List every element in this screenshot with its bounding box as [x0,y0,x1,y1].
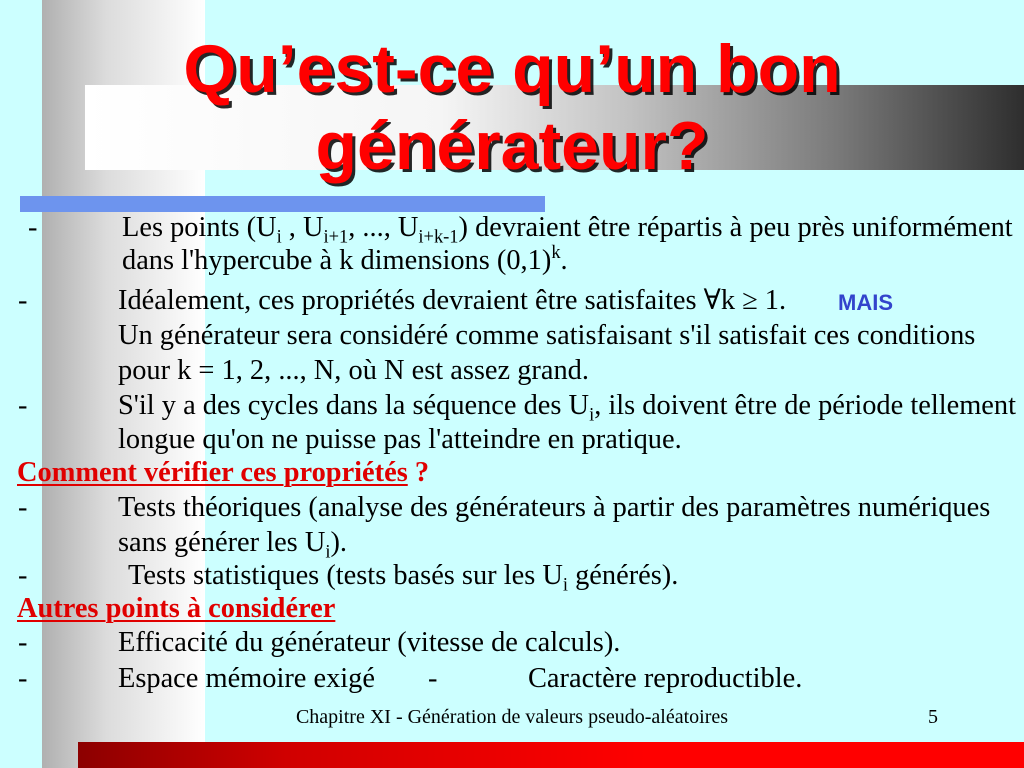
verify-heading [17,456,429,490]
subscript: i+k-1 [418,226,459,247]
footer-chapter: Chapitre XI - Génération de valeurs pseudo-aléatoires [295,706,729,728]
other-points-heading-text: Autres points à considérer [17,593,336,624]
bullet-dash: - [18,560,28,591]
text-segment: sans générer les U [118,527,326,558]
mais-note: MAIS [838,290,893,315]
red-accent-bar [78,742,1024,768]
bullet-dash: - [28,212,38,243]
theoretical-line-1: Tests théoriques (analyse des générateurs à partir des paramètres numériques [118,492,991,523]
reproducible-line: Caractère reproductible. [528,663,803,694]
blue-accent-bar [20,196,545,212]
text-segment: Les points (U [122,212,277,243]
text-segment: ). [330,527,348,558]
subscript: i [562,574,568,595]
title-line-1: Qu’est-ce qu’un bon [183,31,841,107]
ideal-line-1: Idéalement, ces propriétés devraient être satisfaites ∀k ≥ 1. [118,285,787,316]
subscript: i [589,404,595,425]
cycles-line-2: longue qu'on ne puisse pas l'atteindre en pratique. [118,424,682,455]
other-points-heading [17,592,335,626]
text-segment: dans l'hypercube à k dimensions (0,1) [122,245,552,276]
subscript: i [276,226,282,247]
verify-heading-suffix: ? [407,457,430,488]
text-segment: Tests statistiques (tests basés sur les U [128,560,563,591]
text-segment: . [560,245,568,276]
bullet-dash: - [18,627,28,658]
statistical-line-1 [128,559,678,593]
efficiency-line: Efficacité du générateur (vitesse de calculs). [118,627,621,658]
text-segment: , ..., U [348,212,419,243]
text-segment: , ils doivent être de période tellement [594,390,1016,421]
text-segment: générés). [568,560,679,591]
ideal-line-2: Un générateur sera considéré comme satisfaisant s'il satisfait ces conditions [118,320,976,351]
bullet-dash: - [428,663,438,694]
uniformity-line-2 [122,241,568,278]
text-segment: , U [281,212,324,243]
superscript: k [551,241,561,262]
uniformity-line-1 [122,211,1013,245]
memory-line: Espace mémoire exigé [118,663,375,694]
subscript: i+1 [323,226,349,247]
theoretical-line-2 [118,526,347,560]
text-segment: S'il y a des cycles dans la séquence des U [118,390,590,421]
bullet-dash: - [18,492,28,523]
verify-heading-text: Comment vérifier ces propriétés [17,457,408,488]
subscript: i [325,541,331,562]
bullet-dash: - [18,390,28,421]
slide-title [0,31,1024,185]
title-line-2: générateur? [315,108,709,184]
page-number: 5 [928,706,938,728]
bullet-dash: - [18,285,28,316]
ideal-line-3: pour k = 1, 2, ..., N, où N est assez grand. [118,355,589,386]
bullet-dash: - [18,663,28,694]
cycles-line-1 [118,389,1016,423]
text-segment: ) devraient être répartis à peu près uniformément [458,212,1013,243]
